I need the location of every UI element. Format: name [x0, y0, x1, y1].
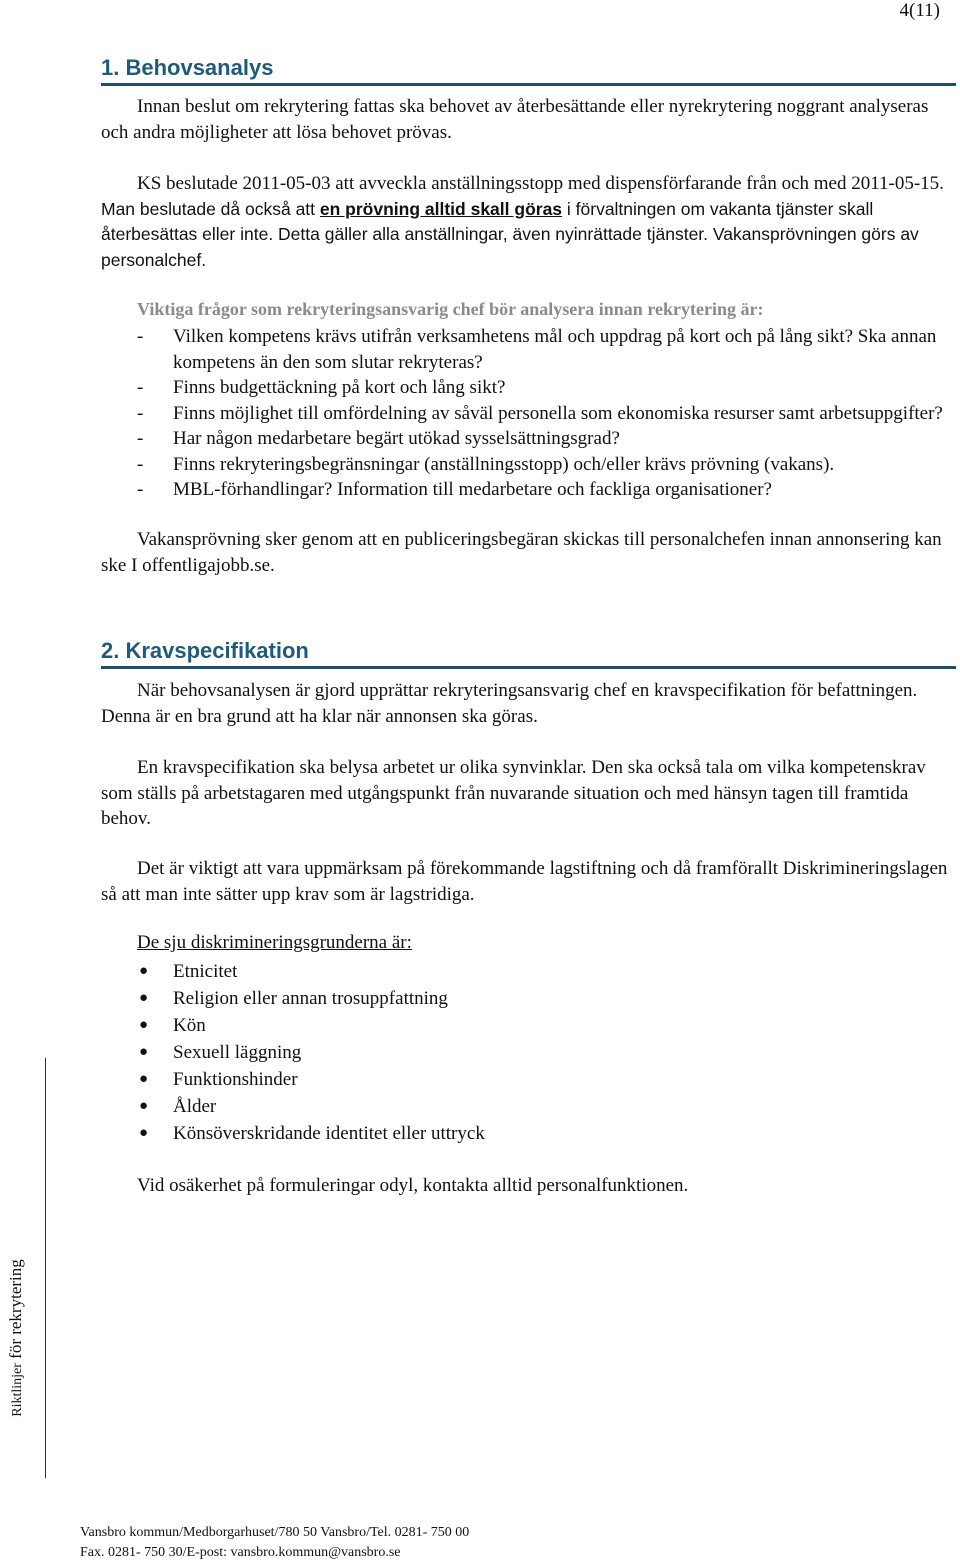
paragraph-kravspec-perspectives: En kravspecifikation ska belysa arbetet ur olika synvinklar. Den ska också tala om vilka kompetenskrav som ställs på arbetstagaren med utgångspunkt från nuvarande situation och med hänsyn tagen till framtida behov.	[101, 757, 926, 829]
list-item	[137, 1066, 837, 1093]
dash-marker: -	[137, 428, 144, 449]
emphasis-provning: en prövning alltid skall göras	[319, 198, 563, 219]
bullet-marker: ●	[139, 1044, 149, 1060]
paragraph-lagstiftning: Det är viktigt att vara uppmärksam på förekommande lagstiftning och då framförallt Diskrimineringslagen så att man inte sätter upp krav som är lagstridiga.	[101, 858, 948, 905]
section-heading-kravspecifikation: 2. Kravspecifikation	[101, 638, 956, 669]
list-item-text: Finns rekryteringsbegränsningar (anställningsstopp) och/eller krävs prövning (vakans).	[173, 453, 835, 475]
list-item	[137, 1120, 837, 1147]
page-number: 4(11)	[899, 0, 940, 21]
list-item-text: Könsöverskridande identitet eller uttryck	[173, 1123, 485, 1144]
paragraph-ks-text-a: Man beslutade då också att	[101, 198, 320, 219]
list-item-text: Etnicitet	[173, 961, 238, 982]
list-item-text: Finns budgettäckning på kort och lång sikt?	[173, 377, 506, 398]
list-item-text: Finns möjlighet till omfördelning av såväl personella som ekonomiska resurser samt arbetsuppgifter?	[173, 402, 943, 424]
questions-list	[137, 324, 957, 503]
dash-marker: -	[137, 453, 144, 475]
dash-marker: -	[137, 326, 144, 347]
list-item-text: Vilken kompetens krävs utifrån verksamhetens mål och uppdrag på kort och på lång sikt? Ska annan kompetens än den som slutar rekryteras?	[173, 326, 937, 373]
list-item	[137, 324, 957, 375]
list-item	[137, 401, 957, 427]
paragraph-intro: Innan beslut om rekrytering fattas ska behovet av återbesättande eller nyrekrytering noggrant analyseras och andra möjligheter att lösa behovet prövas.	[101, 96, 929, 143]
sidebar-divider	[45, 1058, 46, 1478]
list-item	[137, 477, 957, 503]
paragraph-vakansprovning: Vakansprövning sker genom att en publiceringsbegäran skickas till personalchefen innan annonsering kan ske I offentligajobb.se.	[101, 529, 942, 576]
paragraph-ks-date: KS beslutade 2011-05-03 att avveckla anställningsstopp med dispensförfarande från och med 2011-05-15.	[137, 173, 944, 194]
paragraph-ks-text-b: i förvaltningen om vakanta tjänster skall återbesättas eller inte. Detta gäller alla anställningar, även nyinrättade tjänster. Vakansprövningen görs av personalchef.	[101, 198, 919, 270]
paragraph-ks-decision	[101, 171, 951, 273]
bullet-marker: ●	[139, 1125, 149, 1141]
footer-address: Vansbro kommun/Medborgarhuset/780 50 Vansbro/Tel. 0281- 750 00	[80, 1525, 470, 1540]
sidebar-word-rekrytering: för rekrytering	[6, 1259, 25, 1364]
bullet-marker: ●	[139, 990, 149, 1006]
list-item-text: Sexuell läggning	[173, 1042, 302, 1063]
footer-contact: Fax. 0281- 750 30/E-post: vansbro.kommun@vansbro.se	[80, 1545, 401, 1560]
closing-note: Vid osäkerhet på formuleringar odyl, kontakta alltid personalfunktionen.	[137, 1175, 689, 1196]
questions-intro: Viktiga frågor som rekryteringsansvarig chef bör analysera innan rekrytering är:	[137, 299, 764, 319]
dash-marker: -	[137, 479, 144, 500]
list-item-text: Ålder	[173, 1096, 217, 1117]
list-item-text: Religion eller annan trosuppfattning	[173, 988, 448, 1009]
grounds-list-title: De sju diskrimineringsgrunderna är:	[137, 932, 412, 953]
paragraph-kravspec-intro: När behovsanalysen är gjord upprättar rekryteringsansvarig chef en kravspecifikation för befattningen. Denna är en bra grund att ha klar när annonsen ska göras.	[101, 680, 918, 727]
list-item	[137, 1039, 837, 1066]
list-item	[137, 958, 837, 985]
list-item-text: MBL-förhandlingar? Information till medarbetare och fackliga organisationer?	[173, 479, 772, 500]
grounds-list	[137, 958, 837, 1147]
sidebar-word-riktlinjer: Riktlinjer	[10, 1363, 25, 1417]
dash-marker: -	[137, 402, 144, 424]
list-item	[137, 1012, 837, 1039]
list-item-text: Kön	[173, 1015, 206, 1036]
section-heading-behovsanalys: 1. Behovsanalys	[101, 55, 956, 86]
list-item	[137, 375, 957, 401]
list-item	[137, 426, 957, 452]
list-item	[137, 1093, 837, 1120]
list-item	[137, 452, 957, 478]
sidebar-document-title	[6, 1238, 26, 1438]
list-item-text: Har någon medarbetare begärt utökad sysselsättningsgrad?	[173, 428, 620, 449]
bullet-marker: ●	[139, 1071, 149, 1087]
bullet-marker: ●	[139, 963, 149, 979]
bullet-marker: ●	[139, 1017, 149, 1033]
list-item-text: Funktionshinder	[173, 1069, 298, 1090]
bullet-marker: ●	[139, 1098, 149, 1114]
dash-marker: -	[137, 377, 144, 398]
list-item	[137, 985, 837, 1012]
